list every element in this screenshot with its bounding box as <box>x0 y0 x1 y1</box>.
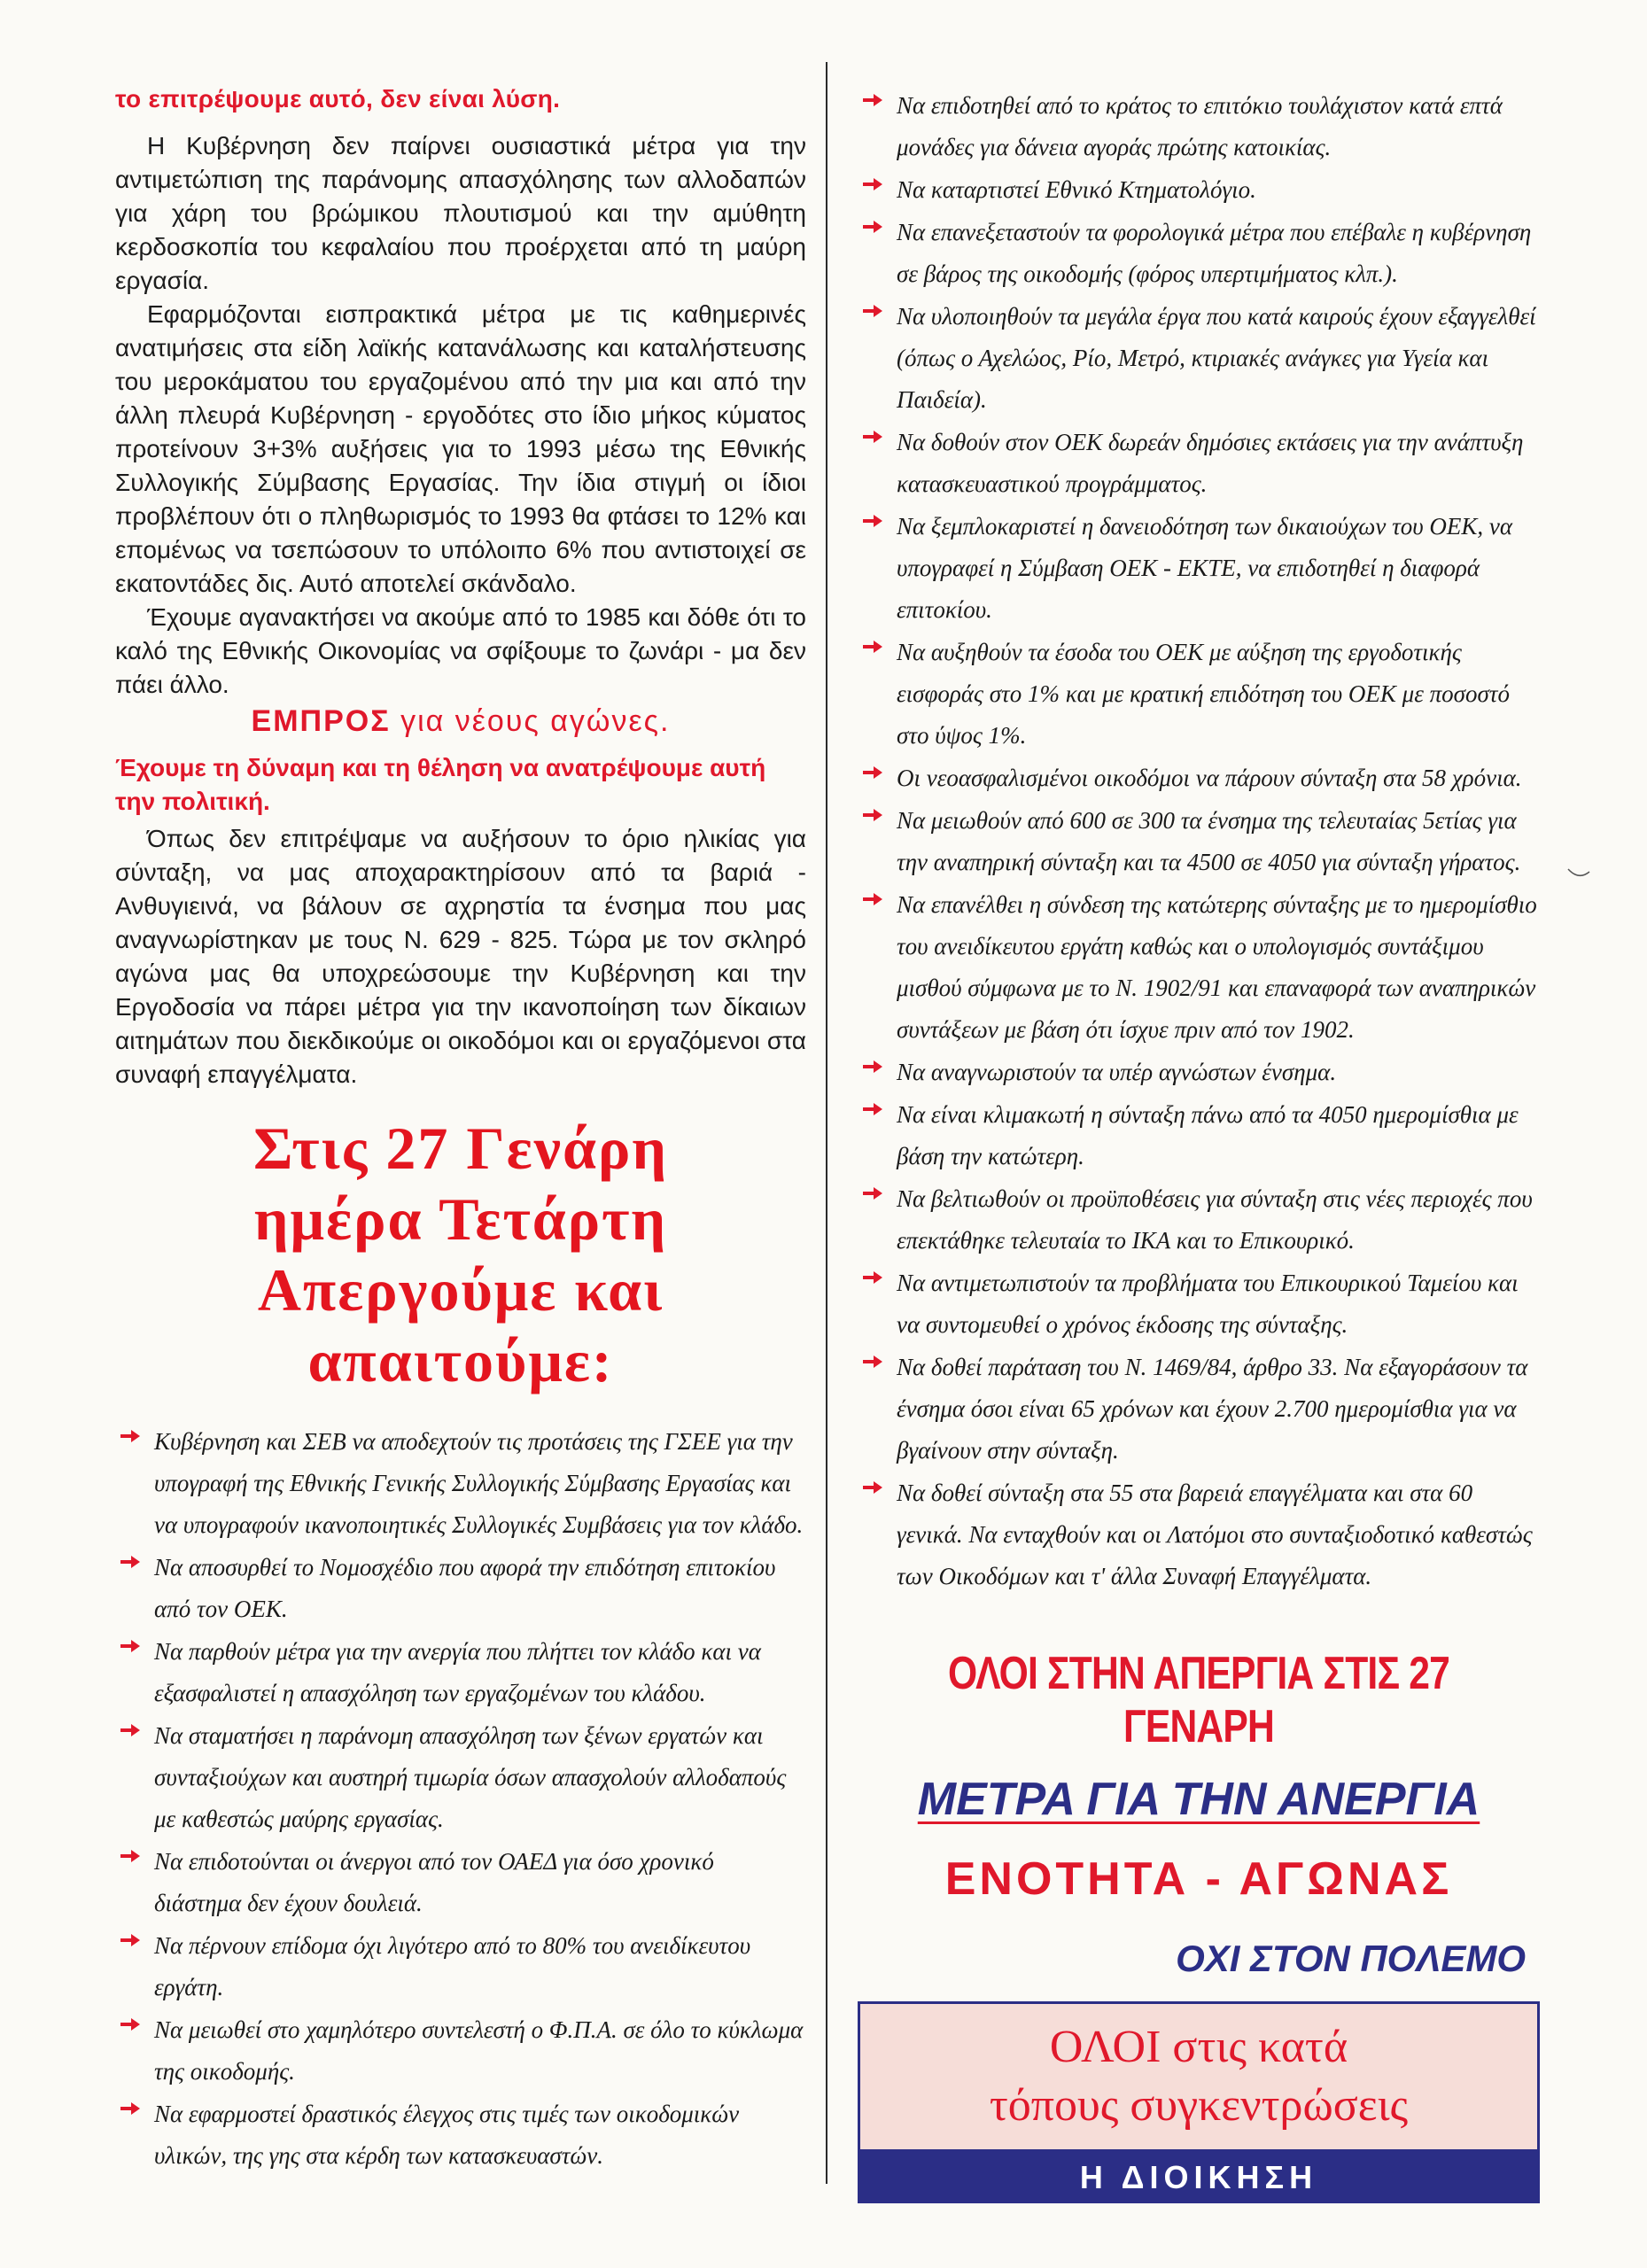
demand-item <box>858 1052 1540 1093</box>
demand-text: Να βελτιωθούν οι προϋποθέσεις για σύνταξη στις νέες περιοχές που επεκτάθηκε τελευταία το ΙΚΑ και το Επικουρικό. <box>897 1185 1533 1254</box>
arrow-right-icon <box>119 1554 142 1570</box>
forward-slogan-caps: ΕΜΠΡΟΣ <box>251 704 391 738</box>
demand-item <box>858 1178 1540 1262</box>
strike-heading-line: ημέρα Τετάρτη <box>253 1185 668 1253</box>
arrow-right-icon <box>861 303 884 319</box>
demand-text: Να επανεξεταστούν τα φορολογικά μέτρα που επέβαλε η κυβέρνηση σε βάρος της οικοδομής (φόρος υπερτιμήματος κλπ.). <box>897 219 1532 287</box>
power-statement: Έχουμε τη δύναμη και τη θέληση να ανατρέψουμε αυτή την πολιτική. <box>115 754 766 815</box>
forward-slogan <box>115 703 806 739</box>
arrow-right-icon <box>861 1354 884 1370</box>
no-war-slogan: ΟΧΙ ΣΤΟΝ ΠΟΛΕΜΟ <box>1176 1938 1526 1979</box>
arrow-right-icon <box>861 765 884 781</box>
arrow-right-icon <box>861 1185 884 1201</box>
arrow-right-icon <box>861 219 884 235</box>
arrow-right-icon <box>861 92 884 108</box>
demand-item <box>858 1094 1540 1177</box>
demand-item <box>115 1841 806 1924</box>
demand-text: Να υλοποιηθούν τα μεγάλα έργα που κατά καιρούς έχουν εξαγγελθεί (όπως ο Αχελώος, Ρίο, Μετρό, κτιριακές ανάγκες για Υγεία και Παιδεία). <box>897 303 1536 413</box>
demand-item <box>858 800 1540 883</box>
arrow-right-icon <box>119 1638 142 1654</box>
demand-item <box>115 2093 806 2177</box>
right-column <box>858 85 1540 2203</box>
right-demand-list <box>858 85 1540 1597</box>
unity-slogan: ΕΝΟΤΗΤΑ - ΑΓΩΝΑΣ <box>944 1853 1453 1905</box>
demand-text: Να πέρνουν επίδομα όχι λιγότερο από το 80% του ανειδίκευτου εργάτη. <box>154 1932 751 2000</box>
demand-item <box>858 85 1540 168</box>
demand-text: Να δοθεί παράταση του Ν. 1469/84, άρθρο 33. Να εξαγοράσουν τα ένσημα όσοι είναι 65 χρόνων και έχουν 2.700 ημερομίσθια για να βγαίνουν στην σύνταξη. <box>897 1354 1528 1464</box>
demand-text: Να μειωθεί στο χαμηλότερο συντελεστή ο Φ.Π.Α. σε όλο το κύκλωμα της οικοδομής. <box>154 2016 804 2085</box>
demand-item <box>858 1347 1540 1472</box>
strike-heading-line: απαιτούμε: <box>307 1327 614 1394</box>
arrow-right-icon <box>119 2101 142 2117</box>
demand-text: Να παρθούν μέτρα για την ανεργία που πλήττει τον κλάδο και να εξασφαλιστεί η απασχόληση των εργαζομένων του κλάδου. <box>154 1638 761 1706</box>
arrow-right-icon <box>119 2016 142 2032</box>
left-column <box>115 85 806 2178</box>
demand-text: Να αποσυρθεί το Νομοσχέδιο που αφορά την επιδότηση επιτοκίου από τον ΟΕΚ. <box>154 1554 776 1622</box>
demand-text: Να είναι κλιμακωτή η σύνταξη πάνω από τα 4050 ημερομίσθια με βάση την κατώτερη. <box>897 1101 1519 1169</box>
paragraph-measures: Εφαρμόζονται εισπρακτικά μέτρα με τις καθημερινές ανατιμήσεις στα είδη λαϊκής κατανάλωσης και καταλήστευσης του μεροκάματου του εργαζομένου από την μια και από την άλλη πλευρά Κυβέρνηση - εργοδότες στο ίδιο μήκος κύματος προτείνουν 3+3% αυξήσεις για το 1993 μέσω της Εθνικής Συλλογικής Σύμβασης Εργασίας. Την ίδια στιγμή οι ίδιοι προβλέπουν ότι ο πληθωρισμός το 1993 θα φτάσει το 12% και επομένως να τσεπώσουν το υπόλοιπο 6% που αντιστοιχεί σε εκατοντάδες δις. Αυτό αποτελεί σκάνδαλο. <box>115 300 806 597</box>
rally-callout-line: τόπους συγκεντρώσεις <box>989 2080 1409 2131</box>
arrow-right-icon <box>119 1848 142 1864</box>
signature-bar: Η ΔΙΟΙΚΗΣΗ <box>858 2152 1540 2203</box>
demand-item <box>115 1631 806 1714</box>
column-divider <box>826 62 827 2184</box>
strike-heading-line: Απεργούμε και <box>257 1256 664 1324</box>
strike-slogan: ΟΛΟΙ ΣΤΗΝ ΑΠΕΡΓΙΑ ΣΤΙΣ 27 ΓΕΝΑΡΗ <box>947 1648 1450 1752</box>
rally-callout <box>858 2001 1540 2152</box>
demand-item <box>858 757 1540 799</box>
arrow-right-icon <box>861 429 884 445</box>
demand-item <box>858 1472 1540 1597</box>
demand-item <box>858 296 1540 421</box>
demand-item <box>858 506 1540 631</box>
arrow-right-icon <box>861 176 884 192</box>
demand-text: Να αυξηθούν τα έσοδα του ΟΕΚ με αύξηση της εργοδοτικής εισφοράς στο 1% και με κρατική επιδότηση του ΟΕΚ με ποσοστό στο ύψος 1%. <box>897 639 1510 749</box>
strike-heading-line: Στις 27 Γενάρη <box>253 1115 668 1182</box>
arrow-right-icon <box>861 513 884 529</box>
demand-item <box>858 884 1540 1051</box>
paragraph-belt: Έχουμε αγανακτήσει να ακούμε από το 1985 και δόθε ότι το καλό της Εθνικής Οικονομίας να σφίξουμε το ζωνάρι - μα δεν πάει άλλο. <box>115 603 806 698</box>
demand-item <box>858 632 1540 757</box>
demand-text: Να καταρτιστεί Εθνικό Κτηματολόγιο. <box>897 176 1256 203</box>
demand-text: Να δοθούν στον ΟΕΚ δωρεάν δημόσιες εκτάσεις για την ανάπτυξη κατασκευαστικού προγράμματος. <box>897 429 1524 497</box>
demand-text: Να εφαρμοστεί δραστικός έλεγχος στις τιμές των οικοδομικών υλικών, της γης στα κέρδη των κατασκευαστών. <box>154 2101 740 2169</box>
demand-text: Να δοθεί σύνταξη στα 55 στα βαρειά επαγγέλματα και στα 60 γενικά. Να ενταχθούν και οι Λατόμοι στο συνταξιοδοτικό καθεστώς των Οικοδόμων και τ' άλλα Συναφή Επαγγέλματα. <box>897 1480 1533 1589</box>
arrow-right-icon <box>861 639 884 655</box>
demand-text: Να σταματήσει η παράνομη απασχόληση των ξένων εργατών και συνταξιούχων και αυστηρή τιμωρία όσων απασχολούν αλλοδαπούς με καθεστώς μαύρης εργασίας. <box>154 1722 787 1832</box>
unemployment-slogan: ΜΕΤΡΑ ΓΙΑ ΤΗΝ ΑΝΕΡΓΙΑ <box>917 1774 1480 1825</box>
demand-text: Να επιδοτηθεί από το κράτος το επιτόκιο τουλάχιστον κατά επτά μονάδες για δάνεια αγοράς πρώτης κατοικίας. <box>897 92 1503 160</box>
rally-callout-line: ΟΛΟΙ στις κατά <box>1049 2022 1348 2072</box>
demand-text: Οι νεοασφαλισμένοι οικοδόμοι να πάρουν σύνταξη στα 58 χρόνια. <box>897 765 1522 791</box>
demand-text: Να αντιμετωπιστούν τα προβλήματα του Επικουρικού Ταμείου και να συντομευθεί ο χρόνος έκδοσης της σύνταξης. <box>897 1270 1519 1338</box>
arrow-right-icon <box>119 1722 142 1738</box>
left-demand-list <box>115 1421 806 2177</box>
demand-item <box>115 2009 806 2093</box>
demand-item <box>115 1925 806 2008</box>
arrow-right-icon <box>861 891 884 907</box>
demand-text: Να επιδοτούνται οι άνεργοι από τον ΟΑΕΔ για όσο χρονικό διάστημα δεν έχουν δουλειά. <box>154 1848 714 1916</box>
demand-text: Να ξεμπλοκαριστεί η δανειοδότηση των δικαιούχων του ΟΕΚ, να υπογραφεί η Σύμβαση ΟΕΚ - ΕΚΤΕ, να επιδοτηθεί η διαφορά επιτοκίου. <box>897 513 1513 623</box>
forward-slogan-rest: για νέους αγώνες. <box>390 704 671 738</box>
demand-item <box>858 1262 1540 1346</box>
arrow-right-icon <box>861 807 884 823</box>
arrow-right-icon <box>119 1932 142 1948</box>
demand-item <box>115 1715 806 1840</box>
demand-item <box>115 1547 806 1630</box>
paragraph-government: Η Κυβέρνηση δεν παίρνει ουσιαστικά μέτρα για την αντιμετώπιση της παράνομης απασχόλησης των αλλοδαπών για χάρη του βρώμικου πλουτισμού και την αμύθητη κερδοσκοπία του κεφαλαίου που προέρχεται από τη μαύρη εργασία. <box>115 132 806 294</box>
demand-text: Να μειωθούν από 600 σε 300 τα ένσημα της τελευταίας 5ετίας για την αναπηρική σύνταξη και τα 4500 σε 4050 για σύνταξη γήρατος. <box>897 807 1521 875</box>
margin-curl-mark <box>1566 866 1591 881</box>
paragraph-struggle: Όπως δεν επιτρέψαμε να αυξήσουν το όριο ηλικίας για σύνταξη, να μας αποχαρακτηρίσουν από τα βαριά - Ανθυγιεινά, να βάλουν σε αχρηστία τα ένσημα που μας αναγνωρίστηκαν με τους Ν. 629 - 825. Τώρα με τον σκληρό αγώνα μας θα υποχρεώσουμε την Κυβέρνηση και την Εργοδοσία να πάρει μέτρα για την ικανοποίηση των δίκαιων αιτημάτων που διεκδικούμε οι οικοδόμοι και οι εργαζόμενοι στα συναφή επαγγέλματα. <box>115 825 806 1088</box>
demand-item <box>858 212 1540 295</box>
demand-text: Να επανέλθει η σύνδεση της κατώτερης σύνταξης με το ημερομίσθιο του ανειδίκευτου εργάτη καθώς και ο υπολογισμός συντάξιμου μισθού σύμφωνα με το Ν. 1902/91 και επαναφορά των αναπηρικών συντάξεων με βάση ότι ίσχυε πριν από τον 1902. <box>897 891 1537 1043</box>
arrow-right-icon <box>861 1480 884 1495</box>
demand-item <box>858 169 1540 211</box>
arrow-right-icon <box>861 1101 884 1117</box>
arrow-right-icon <box>861 1270 884 1285</box>
lead-statement: το επιτρέψουμε αυτό, δεν είναι λύση. <box>115 85 561 113</box>
demand-text: Κυβέρνηση και ΣΕΒ να αποδεχτούν τις προτάσεις της ΓΣΕΕ για την υπογραφή της Εθνικής Γενικής Συλλογικής Σύμβασης Εργασίας και να υπογραφούν ικανοποιητικές Συλλογικές Συμβάσεις για τον κλάδο. <box>154 1428 804 1538</box>
arrow-right-icon <box>861 1059 884 1075</box>
demand-item <box>858 422 1540 505</box>
strike-heading <box>115 1113 806 1396</box>
demand-text: Να αναγνωριστούν τα υπέρ αγνώστων ένσημα. <box>897 1059 1337 1085</box>
demand-item <box>115 1421 806 1546</box>
arrow-right-icon <box>119 1428 142 1444</box>
